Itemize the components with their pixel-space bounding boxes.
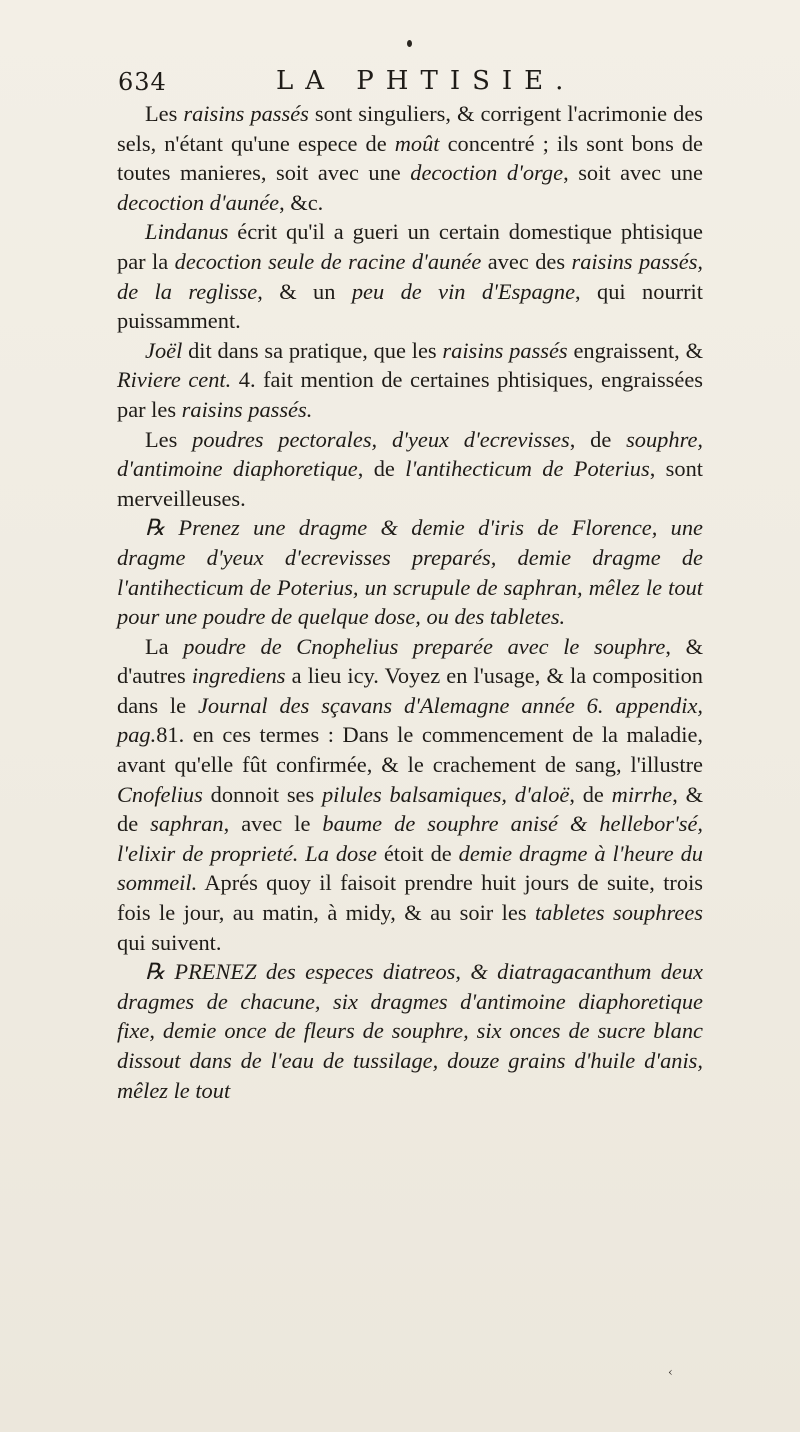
italic-text: Cnofelius [117, 781, 203, 807]
italic-text: raisins passés [442, 337, 568, 363]
text-run: , de [357, 456, 406, 482]
text-run: , avec le [223, 811, 323, 837]
text-run: , & d'autres [117, 633, 703, 689]
italic-text: souphre, d'antimoine diaphoretique [117, 426, 703, 482]
text-run: , qui nourrit puissamment. [117, 278, 703, 334]
italic-text: pilules balsamiques, d'aloë [321, 781, 570, 807]
paragraph [117, 99, 703, 217]
text-run: Aprés quoy il faisoit prendre huit jours de suite, trois fois le jour, au matin, à midy, & au soir les [117, 870, 703, 926]
italic-text: raisins passés. [181, 396, 313, 422]
text-run: 81. en ces termes : Dans le commencement de la maladie, avant qu'elle fût confirmée, & le crachement de sang, l'illustre [117, 722, 703, 778]
paragraph [117, 632, 703, 958]
text-run: , soit avec une [563, 160, 703, 186]
italic-text: ℞ PRENEZ des especes diatreos, & diatragacanthum deux dragmes de chacune, six dragmes d'antimoine diaphoretique fixe, demie once de fleurs de souphre, six onces de sucre blanc dissout dans de l'eau de tussilage, douze grains d'huile d'anis, mêlez le tout [117, 959, 703, 1103]
italic-text: decoction d'orge [410, 160, 564, 186]
text-run: , de [569, 781, 612, 807]
italic-text: Journal des sçavans d'Alemagne année 6. appendix, pag. [117, 692, 703, 748]
text-run: La [145, 633, 184, 659]
text-run: , & un [257, 278, 352, 304]
text-run: qui suivent. [117, 929, 222, 955]
italic-text: saphran [150, 811, 224, 837]
text-run: donnoit ses [202, 781, 322, 807]
italic-text: Riviere cent. [117, 367, 232, 393]
italic-text: Lindanus [145, 219, 229, 245]
paragraph [117, 217, 703, 335]
text-run: , sont merveilleuses. [117, 456, 703, 511]
body-text [117, 99, 703, 1105]
text-run: , & de [117, 781, 704, 837]
italic-text: demie dragme à l'heure du sommeil. [117, 840, 703, 896]
text-run: 4. fait mention de certaines phtisiques, engraissées par les [117, 367, 703, 422]
paragraph [117, 336, 703, 425]
text-run: engraissent, & [567, 337, 703, 363]
prescription-paragraph [117, 513, 703, 631]
text-run: , &c. [279, 189, 324, 215]
italic-text: ℞ Prenez une dragme & demie d'iris de Florence, une dragme d'yeux d'ecrevisses preparés, demie dragme de l'antihecticum de Poterius, un scrupule de saphran, mêlez le tout pour une poudre de quelque dose, ou des tabletes. [117, 515, 703, 630]
text-run: Les [145, 426, 193, 452]
text-run: avec des [481, 248, 572, 274]
ink-dot [407, 40, 412, 47]
paragraph [117, 425, 703, 514]
text-run: , de [569, 426, 627, 452]
italic-text: l'antihecticum de Poterius [405, 456, 650, 482]
italic-text: moût [394, 130, 440, 156]
ink-mark: ‹ [668, 1365, 673, 1379]
text-run: dit dans sa pratique, que les [182, 337, 443, 363]
italic-text: raisins passés [183, 101, 309, 126]
prescription-paragraph [117, 957, 703, 1105]
italic-text: poudres pectorales, d'yeux d'ecrevisses [192, 426, 570, 452]
italic-text: decoction seule de racine d'aunée [174, 248, 482, 274]
text-run: écrit qu'il a gueri un certain domestique phtisique par la [117, 219, 703, 274]
italic-text: raisins passés, de la reglisse [117, 248, 704, 304]
text-run: concentré ; ils sont bons de toutes manieres, soit avec une [117, 130, 703, 186]
running-title: LA PHTISIE. [276, 66, 576, 96]
text-run: sont singuliers, & corrigent l'acrimonie des sels, n'étant qu'une espece de [117, 101, 703, 156]
text-run: étoit de [376, 840, 459, 866]
page-number: 634 [118, 68, 167, 96]
text-run: Les [145, 101, 184, 126]
text-run: a lieu icy. Voyez en l'usage, & la composition dans le [117, 663, 703, 718]
italic-text: decoction d'aunée [117, 189, 280, 215]
italic-text: baume de souphre anisé & hellebor'sé, l'elixir de proprieté. La dose [117, 811, 704, 866]
italic-text: peu de vin d'Espagne [351, 278, 576, 304]
italic-text: tabletes souphrees [534, 900, 703, 926]
italic-text: Joël [145, 337, 183, 363]
italic-text: ingrediens [191, 663, 286, 689]
italic-text: mirrhe [611, 781, 673, 807]
italic-text: poudre de Cnophelius preparée avec le souphre [183, 633, 666, 659]
